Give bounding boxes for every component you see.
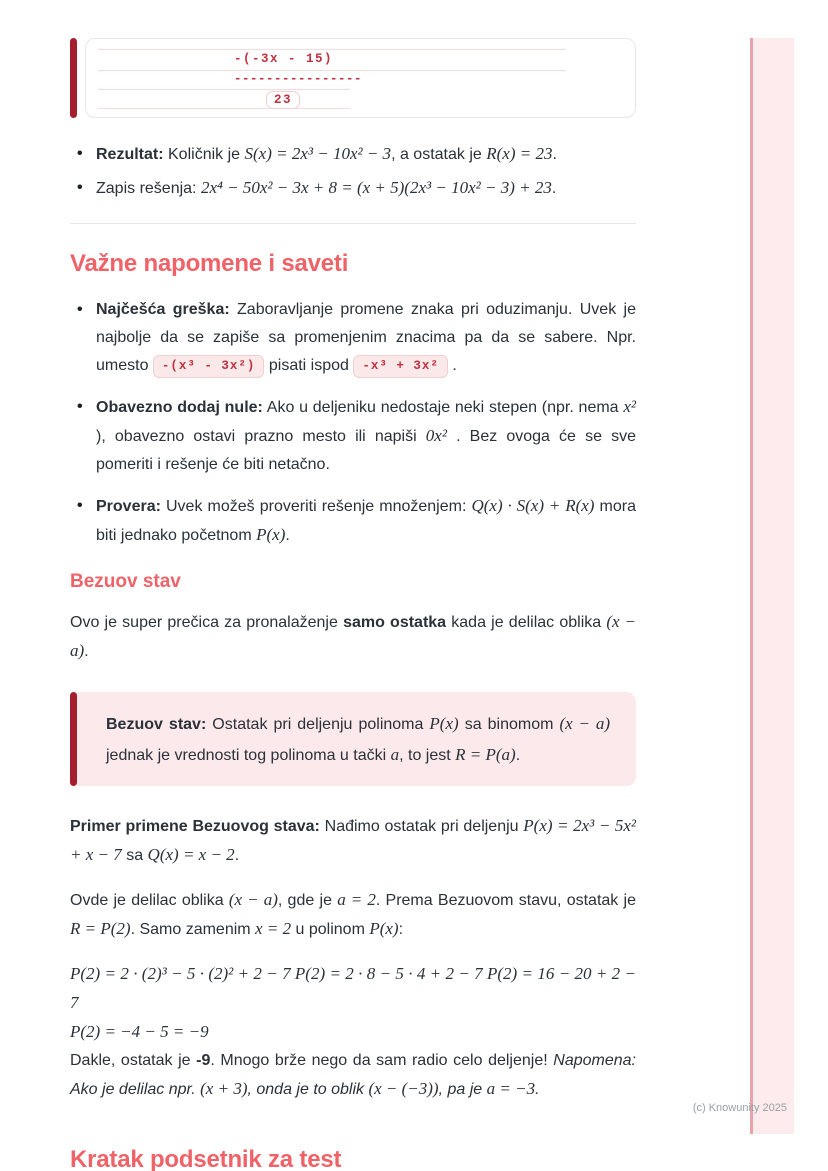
theorem-callout [70, 692, 636, 786]
text-segment: u polinom [291, 921, 370, 938]
text-segment: , onda je to oblik [247, 1081, 369, 1098]
text-segment: Q(x) · S(x) + R(x) [471, 496, 595, 515]
text-segment: a = −3 [486, 1079, 536, 1098]
text-segment: Uvek možeš proveriti rešenje množenjem: [160, 498, 472, 515]
text-segment: x = 2 [255, 919, 292, 938]
list-item-obavezno-nule [70, 393, 636, 479]
text-segment: . [552, 146, 557, 163]
paragraph-ovde [70, 886, 636, 944]
text-segment: , gde je [277, 892, 338, 909]
section-divider [70, 223, 636, 224]
text-segment: pisati ispod [264, 357, 354, 374]
text-segment: Obavezno dodaj nule: [96, 399, 263, 416]
code-line-subtraction: -(-3x - 15) [234, 52, 334, 66]
subheading-bezuov-stav: Bezuov stav [70, 571, 181, 592]
heading-kratak-podsetnik: Kratak podsetnik za test [70, 1146, 342, 1171]
code-line-remainder: 23 [266, 91, 300, 109]
heading-vazne-napomene: Važne napomene i saveti [70, 250, 349, 277]
text-segment: : [398, 921, 404, 938]
text-segment: 0x² [425, 426, 447, 445]
text-segment: mora biti jednako početnom [96, 498, 636, 544]
text-segment: samo ostatka [343, 614, 447, 631]
text-segment: Provera: [96, 498, 161, 515]
text-segment: Ovo je super prečica za pronalaženje [70, 614, 344, 631]
text-segment: R(x) = 23 [486, 144, 553, 163]
text-segment: . [285, 527, 290, 544]
text-segment: Rezultat: [96, 146, 164, 163]
worksheet-line [98, 49, 566, 50]
text-segment: Q(x) = x − 2 [147, 845, 235, 864]
list-item-rezultat [70, 140, 636, 169]
text-segment: , pa je [438, 1081, 487, 1098]
copyright-footer: (c) Knowunity 2025 [692, 1102, 787, 1114]
text-segment: ), obavezno ostavi prazno mesto ili napiši [96, 428, 426, 445]
text-segment: (x − a) [228, 890, 278, 909]
text-segment: (x + 3) [200, 1079, 248, 1098]
division-steps-block [70, 38, 636, 118]
text-segment: a = 2 [337, 890, 376, 909]
text-segment: Količnik je [163, 146, 245, 163]
text-segment: kada je delilac oblika [446, 614, 607, 631]
callout-text [106, 709, 610, 771]
text-segment: P(x) [369, 919, 399, 938]
text-segment: P(x) = 2x³ − 5x² + x − 7 [70, 816, 636, 864]
text-segment: . [84, 643, 89, 660]
text-segment: Ostatak pri deljenju polinoma [206, 716, 430, 733]
text-segment: Ovde je delilac oblika [70, 892, 229, 909]
text-segment: S(x) = 2x³ − 10x² − 3 [244, 144, 392, 163]
right-margin-stripe [750, 38, 794, 1134]
text-segment: . Prema Bezuovom stavu, ostatak je [375, 892, 636, 909]
text-segment: Zapis rešenja: [96, 180, 201, 197]
list-item-provera [70, 492, 636, 550]
text-segment: (x − a) [70, 612, 637, 660]
list-item-najcesca-greska [70, 296, 636, 380]
callout-accent-bar [70, 692, 77, 786]
text-segment: . [447, 357, 457, 374]
text-segment: -(x³ - 3x²) [153, 355, 265, 378]
text-segment: Dakle, ostatak je [70, 1052, 197, 1069]
text-segment: x² [623, 397, 637, 416]
text-segment: a [390, 745, 400, 764]
text-segment: sa binomom [458, 716, 560, 733]
result-list [70, 140, 636, 203]
intro-paragraph [70, 608, 636, 666]
text-segment: -x³ + 3x² [353, 355, 448, 378]
text-segment: Napomena: Ako je delilac npr. [70, 1052, 636, 1098]
worksheet-line [98, 89, 350, 90]
text-segment: P(x) [256, 525, 286, 544]
text-segment: 2x⁴ − 50x² − 3x + 8 = (x + 5)(2x³ − 10x² − 3) + 23 [200, 178, 552, 197]
text-segment: Ako u deljeniku nedostaje neki stepen (npr. nema [262, 399, 624, 416]
division-steps-box [85, 38, 636, 118]
text-segment: , a ostatak je [391, 146, 487, 163]
text-segment: P(2) = 2 · (2)³ − 5 · (2)² + 2 − 7 P(2) = 2 · 8 − 5 · 4 + 2 − 7 P(2) = 16 − 20 + 2 − 7 [70, 964, 636, 1012]
text-segment: Najčešća greška: [96, 301, 230, 318]
list-item-zapis-resenja [70, 174, 636, 203]
red-accent-bar [70, 38, 77, 118]
text-segment: R = P(a) [455, 745, 516, 764]
text-segment: P(2) = −4 − 5 = −9 [70, 1022, 209, 1041]
notes-list [70, 296, 636, 550]
text-segment: R = P(2) [70, 919, 131, 938]
text-segment: jednak je vrednosti tog polinoma u tački [106, 747, 391, 764]
text-segment: Primer primene Bezuovog stava: [70, 818, 320, 835]
text-segment: (x − (−3)) [368, 1079, 439, 1098]
text-segment: -9 [196, 1052, 211, 1069]
paragraph-primer [70, 812, 636, 870]
worksheet-line [98, 108, 350, 109]
text-segment: Nađimo ostatak pri deljenju [319, 818, 524, 835]
text-segment: . [535, 1081, 540, 1098]
worksheet-line [98, 70, 566, 71]
text-segment: P(x) [429, 714, 459, 733]
text-segment: . Mnogo brže nego da sam radio celo deljenje! [210, 1052, 554, 1069]
text-segment: . [234, 847, 240, 864]
text-segment: Bezuov stav: [106, 716, 207, 733]
text-segment: (x − a) [559, 714, 610, 733]
text-segment: sa [121, 847, 148, 864]
paragraph-calculation [70, 960, 636, 1047]
text-segment: . [515, 747, 521, 764]
text-segment: . Samo zamenim [130, 921, 256, 938]
text-segment: . [551, 180, 557, 197]
text-segment: , to jest [399, 747, 456, 764]
document-content [70, 38, 636, 1171]
paragraph-dakle [70, 1047, 636, 1104]
text-segment: Zaboravljanje promene znaka pri oduzimanju. Uvek je najbolje da se zapiše sa promenjenim znacima pa da se sabere. Npr. umesto [96, 301, 636, 374]
code-line-dashes: ---------------- [234, 72, 363, 86]
text-segment: . Bez ovoga će se sve pomeriti i rešenje će biti netačno. [96, 428, 636, 473]
